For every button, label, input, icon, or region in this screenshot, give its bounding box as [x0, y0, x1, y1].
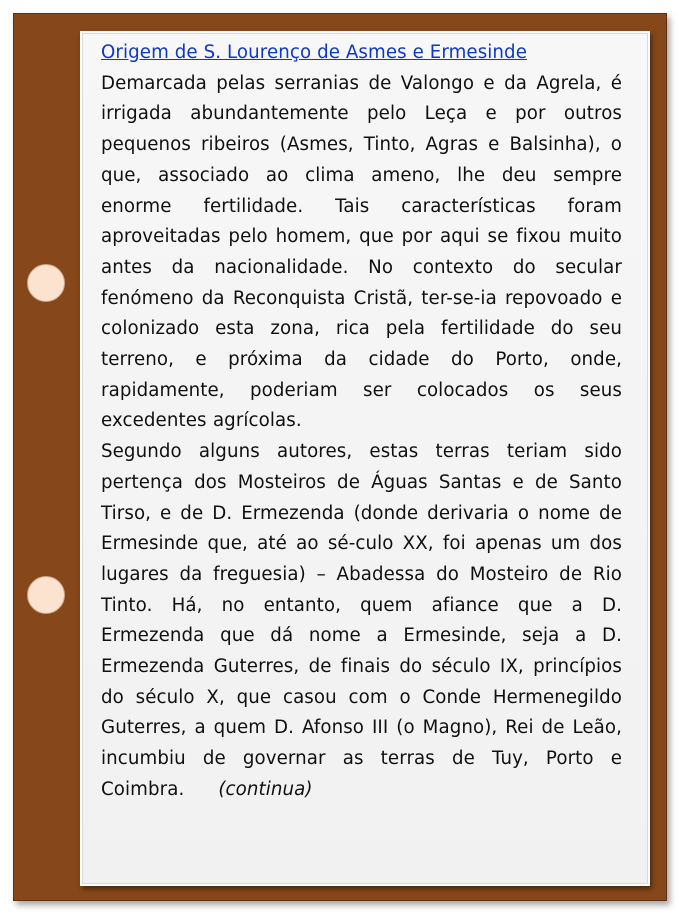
- paragraph-1: Demarcada pelas serranias de Valongo e da Agrela, é irrigada abundantemente pelo Leça e por outros pequenos ribeiros (Asmes, Tinto, Agras e Balsinha), o que, associado ao clima ameno, lhe deu sempre enorme fertilidade. Tais características foram aproveitadas pelo homem, que por aqui se fixou muito antes da nacionalidade. No contexto do secular fenómeno da Reconquista Cristã, ter-se-ia repovoado e colonizado esta zona, rica pela fertilidade do seu terreno, e próxima da cidade do Porto, onde, rapidamente, poderiam ser colocados os seus excedentes agrícolas.: [101, 72, 622, 432]
- paragraph-2-text: Segundo alguns autores, estas terras teriam sido pertença dos Mosteiros de Águas Santas e de Santo Tirso, e de D. Ermezenda (donde derivaria o nome de Ermesinde que, até ao sé-culo XX, foi apenas um dos lugares da freguesia) – Abadessa do Mosteiro de Rio Tinto. Há, no entanto, quem afiance que a D. Ermezenda que dá nome a Ermesinde, seja a D. Ermezenda Guterres, de finais do século IX, princípios do século X, que casou com o Conde Hermenegildo Guterres, a quem D. Afonso III (o Magno), Rei de Leão, incumbiu de governar as terras de Tuy, Porto e Coimbra.: [101, 441, 622, 800]
- article-title-link[interactable]: Origem de S. Lourenço de Asmes e Ermesinde: [101, 42, 527, 63]
- paragraph-2: [101, 437, 622, 805]
- article: [101, 38, 622, 806]
- binder-hole-bottom: [27, 576, 65, 614]
- continuation-note: (continua): [218, 778, 313, 800]
- binder-hole-top: [27, 264, 65, 302]
